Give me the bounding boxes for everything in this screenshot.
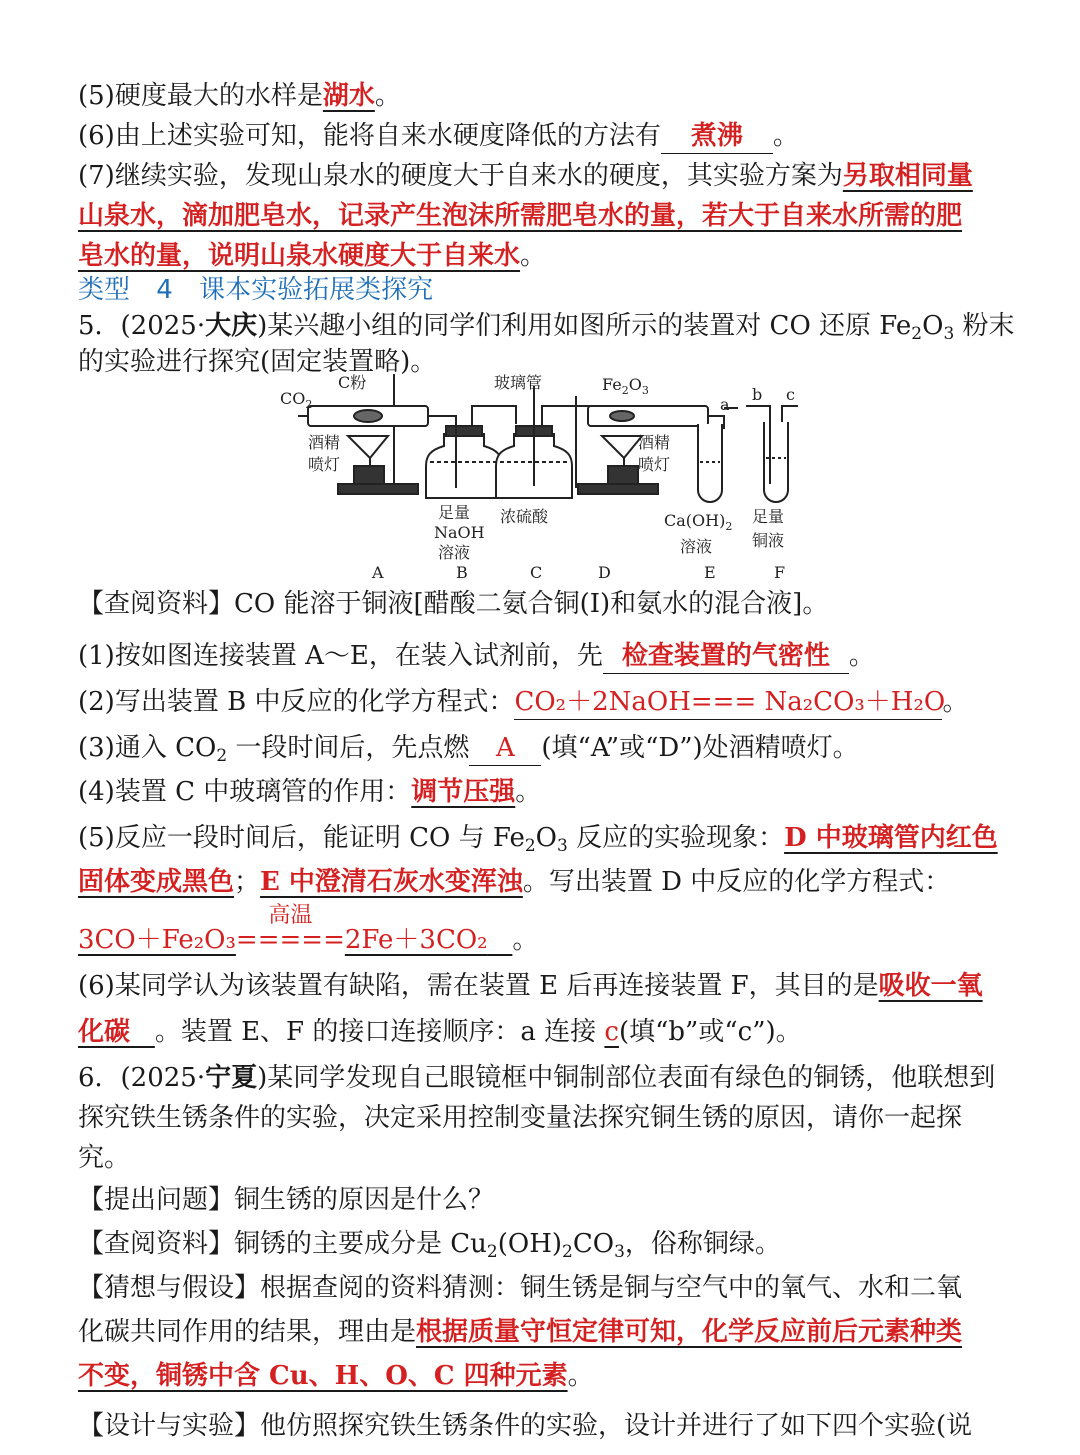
label-caoh2-solution: 溶液	[680, 537, 713, 556]
label-port-c: c	[786, 385, 795, 404]
q5-part-4	[78, 772, 541, 812]
source-place: 宁夏	[205, 1063, 258, 1093]
question-text: (6)某同学认为该装置有缺陷，需在装置 E 后再连接装置 F，其目的是	[78, 971, 879, 1001]
question-text: 的实验进行探究(固定装置略)。	[78, 347, 437, 377]
q-prev-line-5	[78, 76, 401, 116]
stand-base-d	[578, 484, 658, 494]
label-lamp-right-2: 喷灯	[638, 455, 671, 474]
stand-base	[338, 484, 418, 494]
pipe-b-c	[472, 406, 516, 426]
subscript: 2	[216, 746, 228, 766]
q-prev-line-7	[78, 156, 973, 196]
subscript: 3	[614, 1242, 625, 1262]
q5-part-2	[78, 682, 968, 722]
section-label: 类型	[78, 275, 131, 305]
question-text: O	[535, 823, 557, 853]
label-c: C	[530, 563, 543, 582]
answer-text: 固体变成黑色	[78, 867, 235, 897]
label-port-a: a	[720, 395, 730, 414]
q6-design	[78, 1406, 972, 1446]
q6-hypothesis-3	[78, 1356, 594, 1396]
question-text: (3)通入 CO	[78, 733, 217, 763]
label-e: E	[704, 563, 716, 582]
answer-text: 根据质量守恒定律可知，化学反应前后元素种类	[416, 1317, 963, 1347]
q5-part-5	[78, 818, 998, 858]
question-text: (5)硬度最大的水样是	[78, 81, 323, 111]
question-text: (5)反应一段时间后，能证明 CO 与 Fe	[78, 823, 525, 853]
equation-answer	[78, 903, 512, 955]
question-text: 一段时间后，先点燃	[227, 733, 470, 763]
question-text: (6)由上述实验可知，能将自来水硬度降低的方法有	[78, 121, 661, 151]
label-naoh-1: 足量	[438, 503, 471, 522]
q6-hypothesis-1	[78, 1268, 962, 1308]
label-c-powder: C粉	[338, 373, 367, 392]
subscript: 3	[557, 836, 568, 856]
q6-line-2	[78, 1098, 962, 1138]
answer-text: 不变，铜锈中含 Cu、H、O、C 四种元素	[78, 1361, 568, 1391]
lamp-tank-d	[608, 466, 638, 484]
label-naoh-3: 溶液	[438, 543, 471, 562]
punctuation: 。	[567, 1361, 594, 1391]
question-text: 【提出问题】铜生锈的原因是什么？	[78, 1185, 495, 1215]
q6-line-3	[78, 1138, 130, 1178]
subscript: 2	[911, 324, 923, 344]
info-text: (OH)	[497, 1229, 563, 1259]
answer-text: 湖水	[322, 81, 375, 111]
q6-question	[78, 1180, 494, 1220]
punctuation: 。	[374, 81, 401, 111]
punctuation: 。	[942, 687, 969, 717]
q5-part-5-equation	[78, 903, 539, 960]
answer-text: D 中玻璃管内红色	[784, 823, 998, 853]
answer-text: c	[604, 1017, 619, 1047]
q6-line-1	[78, 1058, 995, 1098]
apparatus-figure	[198, 366, 838, 584]
label-naoh-2: NaOH	[434, 523, 485, 542]
answer-blank: CO₂＋2NaOH=== Na₂CO₃＋H₂O	[514, 685, 942, 720]
subscript: 2	[524, 836, 536, 856]
label-glass-tube: 玻璃管	[494, 373, 543, 392]
stopper-b	[446, 426, 482, 436]
question-text: (2)写出装置 B 中反应的化学方程式：	[78, 687, 515, 717]
lamp-head-d	[602, 436, 642, 458]
label-lamp-left-1: 酒精	[308, 433, 341, 452]
label-cu-1: 足量	[752, 507, 785, 526]
info-text: ，俗称铜绿。	[624, 1229, 781, 1259]
answer-blank: A	[469, 731, 541, 766]
label-b: B	[456, 563, 468, 582]
pipe-a-b	[428, 416, 456, 424]
q5-part-3	[78, 728, 859, 768]
subscript: 3	[943, 324, 955, 344]
combustion-tube-d	[588, 406, 708, 426]
punctuation: 。	[848, 641, 875, 671]
answer-blank: 煮沸	[661, 119, 773, 154]
label-f: F	[774, 563, 786, 582]
label-h2so4: 浓硫酸	[500, 507, 549, 526]
question-text: (填“A”或“D”)处酒精喷灯。	[541, 733, 859, 763]
q-prev-line-6	[78, 116, 799, 156]
question-text: O	[922, 311, 944, 341]
bottle-b	[426, 434, 502, 498]
answer-text: 吸收一氧	[878, 971, 983, 1001]
test-tube-f	[764, 422, 788, 502]
answer-text: 调节压强	[411, 777, 516, 807]
answer-text: 皂水的量，说明山泉水硬度大于自来水	[78, 241, 521, 271]
answer-text: E 中澄清石灰水变浑浊	[260, 867, 523, 897]
label-d: D	[598, 563, 611, 582]
label-co2: $CO_2$	[280, 389, 313, 411]
punctuation: 。	[512, 925, 539, 955]
equation-sign	[235, 903, 345, 960]
question-text: 粉末	[954, 311, 1015, 341]
q6-hypothesis-2	[78, 1312, 962, 1352]
question-text: 反应的实验现象：	[567, 823, 785, 853]
label-port-b: b	[752, 385, 763, 404]
label-a: A	[372, 563, 384, 582]
info-text: 【查阅资料】CO 能溶于铜液[醋酸二氨合铜(Ⅰ)和氨水的混合液]。	[78, 589, 829, 619]
lamp-tank-a	[354, 466, 384, 484]
question-number: 6．(2025·	[78, 1063, 206, 1093]
q5-part-1	[78, 636, 875, 676]
equation-right: 2Fe＋3CO₂	[344, 925, 488, 955]
question-text: 【猜想与假设】根据查阅的资料猜测：铜生锈是铜与空气中的氧气、水和二氧	[78, 1273, 963, 1303]
subscript: 2	[562, 1242, 573, 1262]
carbon-powder	[354, 410, 382, 422]
label-lamp-left-2: 喷灯	[308, 455, 341, 474]
section-heading	[78, 270, 433, 310]
question-text: 【设计与实验】他仿照探究铁生锈条件的实验，设计并进行了如下四个实验(说	[78, 1411, 973, 1441]
fe2o3-powder	[610, 411, 634, 421]
question-text: (填“b”或“c”)。	[618, 1017, 802, 1047]
lamp-head-a	[348, 436, 388, 458]
label-caoh2: $Ca(OH)_2$	[664, 511, 733, 533]
question-text: (7)继续实验，发现山泉水的硬度大于自来水的硬度，其实验方案为	[78, 161, 843, 191]
question-text: 化碳共同作用的结果，理由是	[78, 1317, 417, 1347]
question-text: )某兴趣小组的同学们利用如图所示的装置对 CO 还原 Fe	[257, 311, 912, 341]
punctuation: ；	[234, 867, 261, 897]
answer-text: 山泉水，滴加肥皂水，记录产生泡沫所需肥皂水的量，若大于自来水所需的肥	[78, 201, 963, 231]
question-text: 探究铁生锈条件的实验，决定采用控制变量法探究铜生锈的原因，请你一起探	[78, 1103, 963, 1133]
label-cu-2: 铜液	[752, 531, 785, 550]
question-number: 5．(2025·	[78, 311, 206, 341]
q5-part-6b	[78, 1012, 802, 1052]
label-fe2o3: $Fe_2O_3$	[602, 375, 649, 397]
source-place: 大庆	[205, 311, 258, 341]
equals-sign: =====	[235, 925, 345, 955]
q-prev-line-7b	[78, 196, 962, 236]
section-number: 4	[156, 275, 173, 305]
info-text: 【查阅资料】铜锈的主要成分是 Cu	[78, 1229, 487, 1259]
info-text: CO	[572, 1229, 615, 1259]
answer-text: 化碳	[78, 1017, 131, 1047]
q5-part-5b	[78, 862, 950, 902]
question-text: 。写出装置 D 中反应的化学方程式：	[522, 867, 951, 897]
question-text: 究。	[78, 1143, 131, 1173]
question-text: (1)按如图连接装置 A～E，在装入试剂前，先	[78, 641, 603, 671]
q5-intro-line-1	[78, 306, 1015, 346]
question-text: )某同学发现自己眼镜框中铜制部位表面有绿色的铜锈，他联想到	[257, 1063, 996, 1093]
label-lamp-right-1: 酒精	[638, 433, 671, 452]
punctuation: 。	[515, 777, 542, 807]
punctuation: 。	[772, 121, 799, 151]
reaction-condition: 高温	[268, 903, 313, 928]
question-text: (4)装置 C 中玻璃管的作用：	[78, 777, 412, 807]
equation-left: 3CO＋Fe₂O₃	[78, 925, 236, 955]
q6-info	[78, 1224, 781, 1264]
answer-text: 另取相同量	[842, 161, 973, 191]
answer-blank: 检查装置的气密性	[603, 639, 849, 674]
section-title: 课本实验拓展类探究	[199, 275, 434, 305]
port-c-tube	[782, 406, 798, 422]
punctuation: 。	[520, 241, 547, 271]
question-text: 。装置 E、F 的接口连接顺序：a 连接	[154, 1017, 597, 1047]
q5-part-6	[78, 966, 983, 1006]
subscript: 2	[486, 1242, 498, 1262]
q5-info	[78, 584, 828, 624]
